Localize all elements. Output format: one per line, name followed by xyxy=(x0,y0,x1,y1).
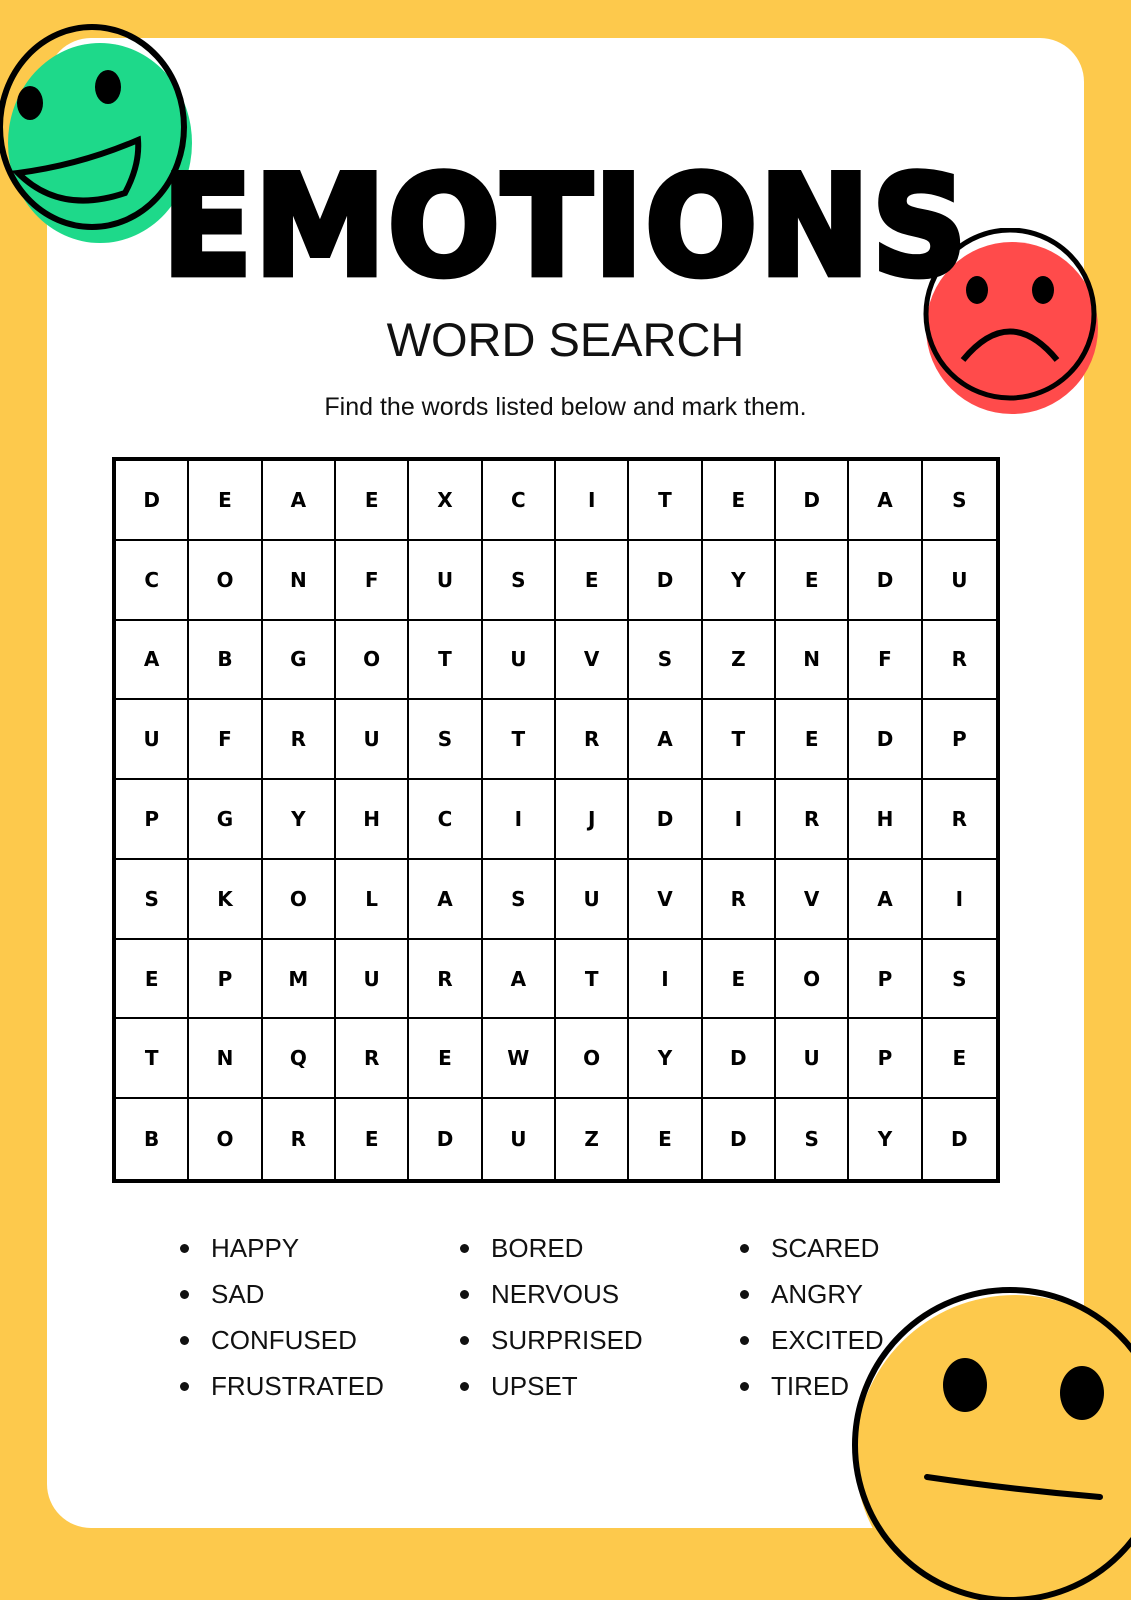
grid-cell[interactable]: V xyxy=(629,860,702,940)
grid-cell[interactable]: O xyxy=(556,1019,629,1099)
bullet-icon xyxy=(740,1382,749,1391)
grid-cell[interactable]: U xyxy=(336,700,409,780)
grid-cell[interactable]: O xyxy=(189,1099,262,1179)
grid-cell[interactable]: E xyxy=(703,461,776,541)
grid-cell[interactable]: D xyxy=(849,541,922,621)
grid-cell[interactable]: Y xyxy=(703,541,776,621)
grid-cell[interactable]: I xyxy=(483,780,556,860)
grid-cell[interactable]: R xyxy=(556,700,629,780)
grid-cell[interactable]: B xyxy=(189,621,262,701)
bullet-icon xyxy=(180,1336,189,1345)
word-label: ANGRY xyxy=(771,1279,863,1309)
grid-cell[interactable]: P xyxy=(849,1019,922,1099)
grid-cell[interactable]: R xyxy=(923,621,996,701)
grid-cell[interactable]: T xyxy=(116,1019,189,1099)
grid-cell[interactable]: S xyxy=(776,1099,849,1179)
grid-cell[interactable]: X xyxy=(409,461,482,541)
grid-cell[interactable]: A xyxy=(116,621,189,701)
grid-cell[interactable]: N xyxy=(776,621,849,701)
grid-cell[interactable]: P xyxy=(849,940,922,1020)
grid-cell[interactable]: S xyxy=(483,541,556,621)
grid-cell[interactable]: R xyxy=(263,700,336,780)
grid-cell[interactable]: H xyxy=(849,780,922,860)
grid-cell[interactable]: Y xyxy=(629,1019,702,1099)
word-list-item xyxy=(460,1233,740,1264)
bullet-icon xyxy=(180,1382,189,1391)
grid-cell[interactable]: I xyxy=(556,461,629,541)
grid-cell[interactable]: R xyxy=(263,1099,336,1179)
word-list-item xyxy=(740,1279,980,1310)
grid-cell[interactable]: E xyxy=(189,461,262,541)
word-list-item xyxy=(180,1233,460,1264)
word-list-item xyxy=(740,1371,980,1402)
grid-cell[interactable]: A xyxy=(849,461,922,541)
grid-cell[interactable]: D xyxy=(776,461,849,541)
word-label: FRUSTRATED xyxy=(211,1371,384,1401)
bullet-icon xyxy=(460,1336,469,1345)
grid-cell[interactable]: M xyxy=(263,940,336,1020)
page-title: EMOTIONS xyxy=(162,146,969,308)
word-label: SURPRISED xyxy=(491,1325,643,1355)
grid-cell[interactable]: D xyxy=(116,461,189,541)
bullet-icon xyxy=(740,1336,749,1345)
grid-cell[interactable]: D xyxy=(703,1019,776,1099)
grid-cell[interactable]: E xyxy=(116,940,189,1020)
grid-cell[interactable]: D xyxy=(703,1099,776,1179)
instructions: Find the words listed below and mark them. xyxy=(324,393,807,421)
grid-cell[interactable]: Q xyxy=(263,1019,336,1099)
grid-cell[interactable]: A xyxy=(849,860,922,940)
grid-cell[interactable]: Z xyxy=(703,621,776,701)
grid-cell[interactable]: U xyxy=(336,940,409,1020)
grid-cell[interactable]: D xyxy=(629,541,702,621)
grid-cell[interactable]: I xyxy=(629,940,702,1020)
word-list-item xyxy=(460,1371,740,1402)
word-search-grid xyxy=(112,457,1000,1183)
grid-cell[interactable]: S xyxy=(483,860,556,940)
grid-cell[interactable]: U xyxy=(556,860,629,940)
grid-cell[interactable]: T xyxy=(409,621,482,701)
bullet-icon xyxy=(460,1244,469,1253)
grid-cell[interactable]: D xyxy=(951,1127,968,1152)
grid-cell[interactable]: E xyxy=(556,541,629,621)
grid-cell[interactable]: A xyxy=(263,461,336,541)
grid-cell[interactable]: Z xyxy=(556,1099,629,1179)
grid-cell[interactable]: T xyxy=(703,700,776,780)
grid-cell[interactable]: C xyxy=(116,541,189,621)
grid-cell[interactable]: S xyxy=(923,940,996,1020)
grid-cell[interactable]: N xyxy=(189,1019,262,1099)
word-list-item xyxy=(740,1325,980,1356)
grid-cell[interactable]: F xyxy=(849,621,922,701)
grid-cell[interactable]: G xyxy=(263,621,336,701)
grid-cell[interactable]: D xyxy=(849,700,922,780)
word-list-item xyxy=(180,1371,460,1402)
word-list-item xyxy=(740,1233,980,1264)
grid-cell[interactable]: C xyxy=(483,461,556,541)
page-subtitle: WORD SEARCH xyxy=(386,313,745,366)
word-label: SCARED xyxy=(771,1233,880,1263)
grid-cell[interactable]: E xyxy=(629,1099,702,1179)
grid-cell[interactable]: Y xyxy=(263,780,336,860)
word-label: BORED xyxy=(491,1233,584,1263)
bullet-icon xyxy=(460,1290,469,1299)
grid-cell[interactable]: R xyxy=(409,940,482,1020)
grid-cell[interactable]: E xyxy=(776,700,849,780)
grid-cell[interactable]: T xyxy=(556,940,629,1020)
grid-cell[interactable]: R xyxy=(923,780,996,860)
grid-cell[interactable]: S xyxy=(409,700,482,780)
grid-cell[interactable]: N xyxy=(263,541,336,621)
grid-cell[interactable]: A xyxy=(629,700,702,780)
grid-cell[interactable]: D xyxy=(409,1099,482,1179)
bullet-icon xyxy=(460,1382,469,1391)
bullet-icon xyxy=(180,1290,189,1299)
grid-cell[interactable]: U xyxy=(923,541,996,621)
grid-cell[interactable]: U xyxy=(409,541,482,621)
grid-cell[interactable]: W xyxy=(483,1019,556,1099)
grid-cell[interactable]: O xyxy=(336,621,409,701)
bullet-icon xyxy=(740,1244,749,1253)
grid-cell[interactable]: R xyxy=(703,860,776,940)
grid-cell[interactable]: S xyxy=(116,860,189,940)
word-label: EXCITED xyxy=(771,1325,884,1355)
word-label: CONFUSED xyxy=(211,1325,357,1355)
word-label: NERVOUS xyxy=(491,1279,620,1309)
grid-cell[interactable]: O xyxy=(776,940,849,1020)
grid-cell[interactable]: E xyxy=(776,541,849,621)
grid-cell[interactable]: L xyxy=(336,860,409,940)
grid-cell[interactable]: E xyxy=(703,940,776,1020)
bullet-icon xyxy=(740,1290,749,1299)
grid-cell[interactable]: A xyxy=(409,860,482,940)
word-list-item xyxy=(460,1325,740,1356)
grid-cell[interactable]: U xyxy=(116,700,189,780)
word-label: HAPPY xyxy=(211,1233,300,1263)
grid-cell[interactable]: O xyxy=(263,860,336,940)
word-list-item xyxy=(180,1325,460,1356)
grid-cell[interactable]: I xyxy=(703,780,776,860)
grid-cell[interactable]: C xyxy=(409,780,482,860)
grid-cell[interactable]: U xyxy=(776,1019,849,1099)
grid-cell[interactable]: E xyxy=(409,1019,482,1099)
grid-cell[interactable]: F xyxy=(189,700,262,780)
grid-cell[interactable]: T xyxy=(629,461,702,541)
grid-cell[interactable]: Y xyxy=(849,1099,922,1179)
word-label: TIRED xyxy=(771,1371,849,1401)
grid-cell[interactable]: V xyxy=(556,621,629,701)
word-list-item xyxy=(180,1279,460,1310)
grid-cell[interactable]: S xyxy=(923,461,996,541)
grid-cell[interactable]: H xyxy=(336,780,409,860)
grid-cell[interactable]: V xyxy=(776,860,849,940)
grid-cell[interactable]: E xyxy=(336,461,409,541)
grid-cell[interactable]: B xyxy=(116,1099,189,1179)
grid-cell[interactable]: P xyxy=(189,940,262,1020)
grid-cell[interactable]: I xyxy=(923,860,996,940)
grid-cell[interactable]: G xyxy=(189,780,262,860)
grid-cell[interactable]: T xyxy=(483,700,556,780)
grid-cell[interactable]: J xyxy=(556,780,629,860)
word-label: UPSET xyxy=(491,1371,578,1401)
grid-cell[interactable]: K xyxy=(189,860,262,940)
grid-cell[interactable]: P xyxy=(116,780,189,860)
grid-cell[interactable]: R xyxy=(776,780,849,860)
grid-cell[interactable]: O xyxy=(189,541,262,621)
grid-cell[interactable]: A xyxy=(483,940,556,1020)
grid-cell[interactable]: E xyxy=(336,1099,409,1179)
grid-cell[interactable]: D xyxy=(629,780,702,860)
grid-cell[interactable]: F xyxy=(336,541,409,621)
grid-cell[interactable]: U xyxy=(483,1099,556,1179)
grid-cell[interactable]: E xyxy=(923,1019,996,1099)
grid-cell[interactable]: U xyxy=(483,621,556,701)
word-label: SAD xyxy=(211,1279,265,1309)
grid-cell[interactable]: S xyxy=(629,621,702,701)
grid-cell[interactable]: P xyxy=(923,700,996,780)
grid-cell[interactable]: R xyxy=(336,1019,409,1099)
bullet-icon xyxy=(180,1244,189,1253)
word-list xyxy=(180,1233,980,1402)
word-list-item xyxy=(460,1279,740,1310)
